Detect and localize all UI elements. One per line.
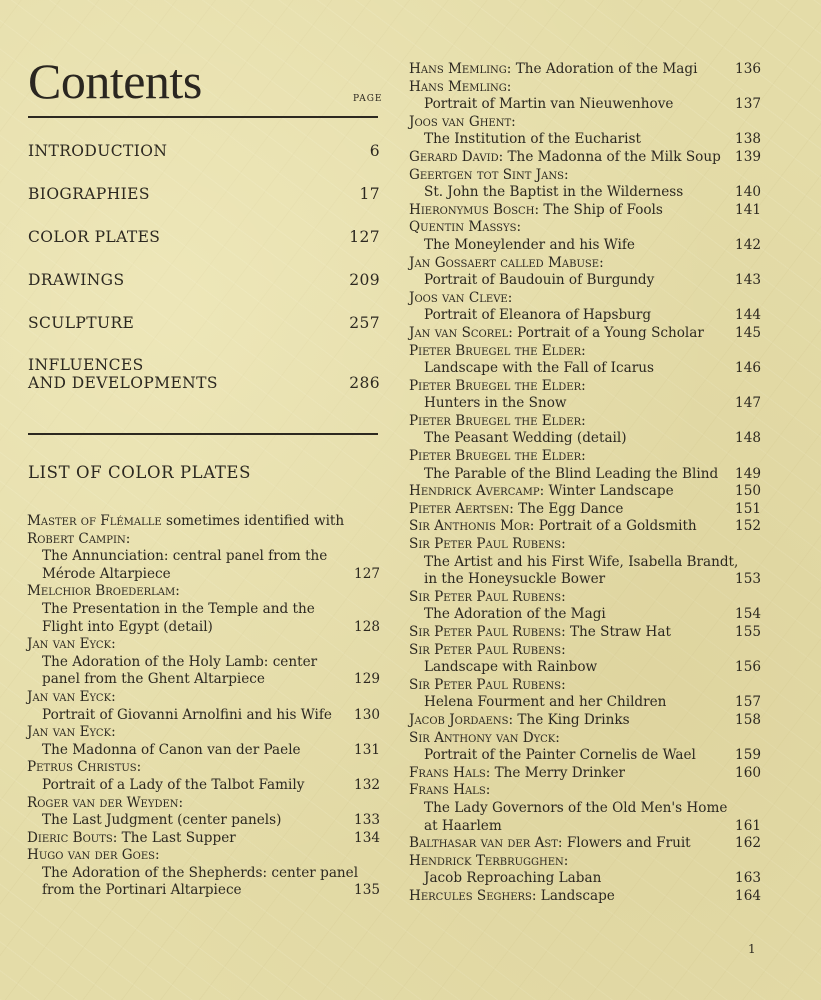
- artist-name: Jan van Eyck: [27, 636, 112, 653]
- plate-title: : The Last Supper: [112, 829, 236, 846]
- plate-title: Portrait of the Painter Cornelis de Wael: [424, 747, 696, 764]
- page-number: 1: [748, 942, 756, 956]
- plate-page-number: 142: [735, 236, 761, 253]
- plate-entry[interactable]: [409, 765, 761, 783]
- plate-page-number: 159: [735, 747, 761, 764]
- plate-entry[interactable]: [409, 712, 761, 730]
- plate-line: [27, 795, 380, 813]
- right-column: [409, 0, 821, 1000]
- plate-title: :: [563, 166, 569, 183]
- plate-title: The Parable of the Blind Leading the Blind: [424, 465, 719, 482]
- plate-title: The Madonna of Canon van der Paele: [42, 741, 301, 758]
- plate-title: :: [561, 588, 566, 605]
- toc-entry-introduction[interactable]: [28, 142, 380, 161]
- artist-name: Pieter Bruegel the Elder: [409, 377, 582, 394]
- plate-title: : The Egg Dance: [509, 500, 624, 517]
- plate-title: Portrait of Giovanni Arnolfini and his Wife: [42, 706, 332, 723]
- plate-line: [409, 589, 761, 607]
- plate-title: :: [599, 254, 604, 271]
- plate-title: :: [485, 782, 491, 799]
- toc-entry-label: INFLUENCES: [28, 356, 144, 374]
- plate-line: [27, 759, 380, 777]
- plate-line: [27, 583, 380, 601]
- plate-entry[interactable]: [409, 835, 761, 853]
- plate-page-number: 164: [735, 887, 761, 904]
- plate-page-number: 133: [354, 812, 380, 829]
- plate-line: [409, 800, 761, 818]
- plate-page-number: 127: [354, 565, 380, 582]
- plate-page-number: 151: [735, 500, 761, 517]
- plate-page-number: 144: [735, 307, 761, 324]
- toc-entry-label: COLOR PLATES: [28, 228, 161, 246]
- plate-title: : The Ship of Fools: [534, 201, 663, 218]
- plate-title: : Landscape: [531, 887, 615, 904]
- toc-entry-label: AND DEVELOPMENTS: [28, 374, 218, 392]
- plate-line: [27, 654, 380, 672]
- plate-page-number: 141: [735, 201, 761, 218]
- plate-title: :: [561, 641, 566, 658]
- artist-name: Roger van der Weyden: [27, 794, 179, 811]
- plate-title: Helena Fourment and her Children: [424, 694, 667, 711]
- plate-title: :: [581, 412, 586, 429]
- plate-page-number: 146: [735, 360, 761, 377]
- plate-entry[interactable]: [409, 325, 761, 343]
- plate-entry[interactable]: [409, 624, 761, 642]
- plate-title: Mérode Altarpiece: [42, 565, 171, 582]
- plate-title: panel from the Ghent Altarpiece: [42, 671, 265, 688]
- artist-name: Robert Campin: [27, 530, 126, 547]
- plate-page-number: 158: [735, 711, 761, 728]
- artist-name: Hendrick Terbrugghen: [409, 852, 564, 869]
- plate-entry[interactable]: [27, 707, 380, 725]
- plate-page-number: 145: [735, 324, 761, 341]
- plate-entry[interactable]: [409, 483, 761, 501]
- plate-title: :: [581, 342, 586, 359]
- artist-name: Sir Peter Paul Rubens: [409, 624, 562, 640]
- plate-title: : The Adoration of the Magi: [506, 61, 698, 77]
- plate-title: : Flowers and Fruit: [557, 835, 691, 852]
- plate-line: [27, 548, 380, 566]
- plate-entry[interactable]: [409, 395, 761, 413]
- artist-name: Pieter Bruegel the Elder: [409, 448, 582, 465]
- plate-entry[interactable]: [409, 571, 761, 589]
- plate-title: :: [561, 676, 566, 693]
- toc-entry-page: 127: [349, 228, 380, 246]
- artist-name: Frans Hals: [409, 782, 486, 799]
- plate-line: [409, 554, 761, 572]
- artist-name: Jacob Jordaens: [409, 711, 509, 728]
- plate-page-number: 129: [354, 671, 380, 688]
- plate-title: : Winter Landscape: [539, 483, 674, 500]
- artist-name: Hans Memling: [409, 78, 507, 95]
- plate-line: [409, 167, 761, 185]
- plate-entry[interactable]: [409, 202, 761, 220]
- artist-name: Balthasar van der Ast: [409, 835, 558, 852]
- plate-page-number: 138: [735, 131, 761, 148]
- plate-title: St. John the Baptist in the Wilderness: [424, 184, 684, 201]
- plate-line: [27, 513, 380, 531]
- toc-entry-influences[interactable]: [28, 356, 380, 393]
- top-rule: [28, 116, 378, 118]
- plate-entry[interactable]: [409, 184, 761, 202]
- artist-name: Pieter Bruegel the Elder: [409, 412, 582, 429]
- plate-line: [409, 219, 761, 237]
- plate-title: :: [563, 852, 569, 869]
- plate-line: [27, 724, 380, 742]
- plate-line: [409, 782, 761, 800]
- plate-page-number: 163: [735, 870, 761, 887]
- plate-line: [27, 531, 380, 549]
- artist-name: Dieric Bouts: [27, 829, 113, 846]
- plate-title: Portrait of Baudouin of Burgundy: [424, 272, 655, 289]
- plate-title: Landscape with the Fall of Icarus: [424, 360, 654, 377]
- artist-name: Hercules Seghers: [409, 887, 532, 904]
- artist-name: Sir Anthony van Dyck: [409, 729, 556, 746]
- plate-line: [409, 290, 761, 308]
- plate-title: The Adoration of the Shepherds: center panel: [42, 864, 359, 881]
- plate-title: :: [111, 688, 116, 705]
- plate-page-number: 140: [735, 184, 761, 201]
- artist-name: Pieter Bruegel the Elder: [409, 342, 582, 359]
- toc-entry-page: 209: [349, 271, 380, 289]
- plate-line: [409, 642, 761, 660]
- toc-entry-biographies[interactable]: [28, 185, 380, 204]
- plate-title: :: [175, 583, 180, 600]
- artist-name: Petrus Christus: [27, 759, 137, 776]
- artist-name: Hugo van der Goes: [27, 847, 156, 864]
- plate-page-number: 153: [735, 571, 761, 588]
- middle-rule: [28, 433, 378, 435]
- toc-entry-page: 6: [369, 142, 380, 160]
- plate-page-number: 136: [735, 61, 761, 77]
- plate-entry[interactable]: [409, 818, 761, 836]
- plate-line: [409, 730, 761, 748]
- plate-page-number: 128: [354, 618, 380, 635]
- plate-page-number: 152: [735, 518, 761, 535]
- left-column: [0, 0, 400, 1000]
- toc-entry-page: 286: [349, 374, 380, 392]
- plate-line: [409, 448, 761, 466]
- plate-title: :: [125, 530, 131, 547]
- plate-line: [27, 636, 380, 654]
- plate-title: Flight into Egypt (detail): [42, 618, 213, 635]
- plate-entry[interactable]: [27, 812, 380, 830]
- plate-title: : Portrait of a Goldsmith: [529, 518, 697, 535]
- plate-line: [27, 865, 380, 883]
- artist-name: Jan van Eyck: [27, 688, 112, 705]
- plate-title: : The Madonna of the Milk Soup: [498, 148, 721, 165]
- artist-name: Pieter Aertsen: [409, 500, 510, 517]
- plate-entry[interactable]: [409, 606, 761, 624]
- plate-title: : The King Drinks: [508, 711, 630, 728]
- plate-title: sometimes identified with: [161, 513, 345, 529]
- plate-title: :: [561, 536, 566, 553]
- plate-title: The Peasant Wedding (detail): [424, 430, 627, 447]
- plate-title: The Presentation in the Temple and the: [42, 600, 315, 617]
- plate-entry[interactable]: [27, 830, 380, 848]
- plate-title: :: [111, 724, 116, 741]
- plate-page-number: 160: [735, 764, 761, 781]
- plate-title: :: [581, 448, 586, 465]
- artist-name: Quentin Massys: [409, 219, 517, 236]
- plate-entry[interactable]: [409, 272, 761, 290]
- plate-page-number: 139: [735, 148, 761, 165]
- plate-title: The Lady Governors of the Old Men's Home: [424, 799, 728, 816]
- plate-page-number: 143: [735, 272, 761, 289]
- plate-page-number: 150: [735, 483, 761, 500]
- plate-line: [409, 413, 761, 431]
- color-plates-heading: LIST OF COLOR PLATES: [28, 463, 251, 482]
- artist-name: Sir Peter Paul Rubens: [409, 588, 562, 605]
- artist-name: Jan Gossaert called Mabuse: [409, 254, 600, 271]
- plate-entry[interactable]: [409, 360, 761, 378]
- artist-name: Hans Memling: [409, 61, 507, 77]
- plate-entry[interactable]: [409, 888, 761, 906]
- plate-page-number: 135: [354, 882, 380, 899]
- toc-entry-label: SCULPTURE: [28, 314, 135, 332]
- plate-title: :: [516, 219, 522, 236]
- plate-title: in the Honeysuckle Bower: [424, 571, 606, 588]
- toc-entry-page: 17: [359, 185, 380, 203]
- toc-entry-label: INTRODUCTION: [28, 142, 168, 160]
- plate-title: at Haarlem: [424, 817, 502, 834]
- plate-entry[interactable]: [409, 61, 761, 79]
- artist-name: Master of Flémalle: [27, 513, 162, 529]
- plate-title: Hunters in the Snow: [424, 395, 567, 412]
- plate-title: : The Merry Drinker: [485, 764, 626, 781]
- plate-line: [409, 536, 761, 554]
- artist-name: Hieronymus Bosch: [409, 201, 535, 218]
- plate-entry[interactable]: [409, 131, 761, 149]
- artist-name: Sir Peter Paul Rubens: [409, 641, 562, 658]
- plate-line: [409, 255, 761, 273]
- plate-line: [409, 343, 761, 361]
- artist-name: Geertgen tot Sint Jans: [409, 166, 564, 183]
- artist-name: Frans Hals: [409, 764, 486, 781]
- page-column-label: PAGE: [353, 94, 383, 104]
- plate-entry[interactable]: [27, 566, 380, 584]
- plate-title: :: [178, 794, 184, 811]
- plate-page-number: 156: [735, 659, 761, 676]
- plate-title: Jacob Reproaching Laban: [424, 870, 602, 887]
- plate-title: :: [506, 78, 512, 95]
- plate-title: :: [581, 377, 586, 394]
- plate-page-number: 148: [735, 430, 761, 447]
- plate-page-number: 154: [735, 606, 761, 623]
- plate-title: :: [111, 636, 116, 653]
- plate-entry[interactable]: [409, 870, 761, 888]
- plate-line: [409, 378, 761, 396]
- plate-page-number: 161: [735, 817, 761, 834]
- plate-line: [409, 114, 761, 132]
- toc-entry-sculpture[interactable]: [28, 314, 380, 333]
- toc-entry-drawings[interactable]: [28, 271, 380, 290]
- plate-page-number: 131: [354, 741, 380, 758]
- artist-name: Sir Peter Paul Rubens: [409, 676, 562, 693]
- artist-name: Sir Peter Paul Rubens: [409, 536, 562, 553]
- artist-name: Hendrick Avercamp: [409, 483, 540, 500]
- artist-name: Gerard David: [409, 148, 499, 165]
- plate-page-number: 147: [735, 395, 761, 412]
- plate-list-left: [27, 513, 380, 900]
- plate-title: : The Straw Hat: [561, 624, 671, 640]
- plate-title: The Adoration of the Holy Lamb: center: [42, 653, 318, 670]
- plate-entry[interactable]: [409, 237, 761, 255]
- plate-title: Portrait of Martin van Nieuwenhove: [424, 96, 674, 113]
- plate-title: The Last Judgment (center panels): [42, 812, 282, 829]
- artist-name: Jan van Eyck: [27, 724, 112, 741]
- plate-title: The Moneylender and his Wife: [424, 236, 635, 253]
- plate-title: : Portrait of a Young Scholar: [508, 324, 704, 341]
- toc-entry-page: 257: [349, 314, 380, 332]
- plate-entry[interactable]: [409, 747, 761, 765]
- plate-entry[interactable]: [27, 742, 380, 760]
- plate-page-number: 155: [735, 624, 761, 640]
- plate-title: The Artist and his First Wife, Isabella Brandt,: [424, 553, 739, 570]
- plate-page-number: 137: [735, 96, 761, 113]
- plate-title: Landscape with Rainbow: [424, 659, 598, 676]
- plate-line: [27, 689, 380, 707]
- artist-name: Joos van Ghent: [409, 113, 512, 130]
- artist-name: Melchior Broederlam: [27, 583, 176, 600]
- plate-entry[interactable]: [409, 149, 761, 167]
- plate-entry[interactable]: [409, 96, 761, 114]
- plate-entry[interactable]: [409, 307, 761, 325]
- plate-title: from the Portinari Altarpiece: [42, 882, 242, 899]
- plate-entry[interactable]: [409, 694, 761, 712]
- plate-page-number: 132: [354, 776, 380, 793]
- plate-line: [409, 79, 761, 97]
- plate-title: Portrait of Eleanora of Hapsburg: [424, 307, 652, 324]
- plate-line: [409, 677, 761, 695]
- plate-page-number: 149: [735, 465, 761, 482]
- artist-name: Sir Anthonis Mor: [409, 518, 530, 535]
- plate-page-number: 134: [354, 829, 380, 846]
- toc-entry-color-plates[interactable]: [28, 228, 380, 247]
- plate-title: :: [507, 289, 513, 306]
- plate-line: [27, 601, 380, 619]
- plate-list-right: [409, 61, 761, 906]
- artist-name: Jan van Scorel: [409, 324, 509, 341]
- plate-title: :: [155, 847, 160, 864]
- plate-entry[interactable]: [409, 659, 761, 677]
- plate-entry[interactable]: [409, 466, 761, 484]
- toc-entry-label: BIOGRAPHIES: [28, 185, 150, 203]
- plate-line: [409, 853, 761, 871]
- plate-entry[interactable]: [409, 518, 761, 536]
- page-title: Contents: [28, 53, 202, 109]
- plate-line: [27, 847, 380, 865]
- plate-title: The Institution of the Eucharist: [424, 131, 641, 148]
- plate-entry[interactable]: [409, 430, 761, 448]
- plate-title: Portrait of a Lady of the Talbot Family: [42, 776, 305, 793]
- toc-entry-label: DRAWINGS: [28, 271, 125, 289]
- plate-entry[interactable]: [27, 777, 380, 795]
- plate-page-number: 130: [354, 706, 380, 723]
- plate-title: The Adoration of the Magi: [424, 606, 606, 623]
- plate-title: :: [136, 759, 142, 776]
- plate-title: :: [555, 729, 560, 746]
- plate-entry[interactable]: [27, 671, 380, 689]
- plate-title: :: [511, 113, 516, 130]
- plate-entry[interactable]: [27, 882, 380, 900]
- plate-page-number: 162: [735, 835, 761, 852]
- plate-title: The Annunciation: central panel from the: [42, 548, 328, 565]
- plate-entry[interactable]: [27, 619, 380, 637]
- artist-name: Joos van Cleve: [409, 289, 508, 306]
- plate-entry[interactable]: [409, 501, 761, 519]
- plate-page-number: 157: [735, 694, 761, 711]
